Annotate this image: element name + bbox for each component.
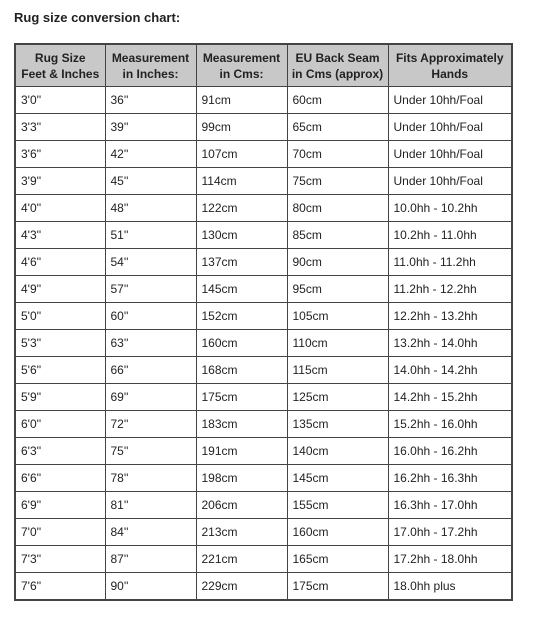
header-line: Fits Approximately bbox=[395, 50, 504, 65]
cell-inches: 84'' bbox=[105, 519, 196, 546]
cell-cms: 130cm bbox=[196, 222, 287, 249]
cell-eu-back-seam: 70cm bbox=[287, 141, 388, 168]
cell-cms: 206cm bbox=[196, 492, 287, 519]
cell-eu-back-seam: 110cm bbox=[287, 330, 388, 357]
cell-cms: 137cm bbox=[196, 249, 287, 276]
header-line: Rug Size bbox=[34, 50, 86, 65]
cell-eu-back-seam: 60cm bbox=[287, 87, 388, 114]
cell-inches: 72'' bbox=[105, 411, 196, 438]
cell-inches: 75'' bbox=[105, 438, 196, 465]
cell-inches: 81'' bbox=[105, 492, 196, 519]
cell-inches: 39'' bbox=[105, 114, 196, 141]
cell-hands: 11.0hh - 11.2hh bbox=[388, 249, 512, 276]
cell-rug-size: 4'6'' bbox=[15, 249, 105, 276]
cell-rug-size: 5'9'' bbox=[15, 384, 105, 411]
cell-rug-size: 7'3'' bbox=[15, 546, 105, 573]
cell-inches: 54'' bbox=[105, 249, 196, 276]
header-fits-hands bbox=[388, 44, 512, 87]
cell-eu-back-seam: 135cm bbox=[287, 411, 388, 438]
cell-cms: 229cm bbox=[196, 573, 287, 601]
table-row bbox=[15, 573, 512, 601]
cell-inches: 90'' bbox=[105, 573, 196, 601]
header-rug-size bbox=[15, 44, 105, 87]
cell-hands: 14.0hh - 14.2hh bbox=[388, 357, 512, 384]
cell-eu-back-seam: 155cm bbox=[287, 492, 388, 519]
page-title: Rug size conversion chart: bbox=[14, 10, 181, 25]
cell-rug-size: 5'6'' bbox=[15, 357, 105, 384]
cell-cms: 91cm bbox=[196, 87, 287, 114]
rug-size-table-container bbox=[14, 43, 513, 601]
cell-eu-back-seam: 165cm bbox=[287, 546, 388, 573]
cell-cms: 191cm bbox=[196, 438, 287, 465]
cell-cms: 160cm bbox=[196, 330, 287, 357]
table-row bbox=[15, 411, 512, 438]
cell-rug-size: 4'9'' bbox=[15, 276, 105, 303]
cell-inches: 87'' bbox=[105, 546, 196, 573]
cell-eu-back-seam: 85cm bbox=[287, 222, 388, 249]
cell-cms: 183cm bbox=[196, 411, 287, 438]
cell-eu-back-seam: 115cm bbox=[287, 357, 388, 384]
cell-inches: 48'' bbox=[105, 195, 196, 222]
cell-rug-size: 3'9'' bbox=[15, 168, 105, 195]
cell-cms: 122cm bbox=[196, 195, 287, 222]
cell-inches: 42'' bbox=[105, 141, 196, 168]
table-row bbox=[15, 276, 512, 303]
table-row bbox=[15, 330, 512, 357]
table-row bbox=[15, 519, 512, 546]
cell-eu-back-seam: 90cm bbox=[287, 249, 388, 276]
table-row bbox=[15, 114, 512, 141]
cell-inches: 51'' bbox=[105, 222, 196, 249]
table-row bbox=[15, 141, 512, 168]
cell-hands: Under 10hh/Foal bbox=[388, 114, 512, 141]
cell-hands: Under 10hh/Foal bbox=[388, 168, 512, 195]
table-header-row bbox=[15, 44, 512, 87]
cell-inches: 60'' bbox=[105, 303, 196, 330]
cell-eu-back-seam: 145cm bbox=[287, 465, 388, 492]
cell-rug-size: 7'6'' bbox=[15, 573, 105, 601]
cell-hands: 11.2hh - 12.2hh bbox=[388, 276, 512, 303]
cell-rug-size: 6'6'' bbox=[15, 465, 105, 492]
cell-eu-back-seam: 175cm bbox=[287, 573, 388, 601]
cell-hands: 16.0hh - 16.2hh bbox=[388, 438, 512, 465]
cell-hands: 15.2hh - 16.0hh bbox=[388, 411, 512, 438]
cell-rug-size: 3'0'' bbox=[15, 87, 105, 114]
cell-eu-back-seam: 65cm bbox=[287, 114, 388, 141]
header-measurement-inches bbox=[105, 44, 196, 87]
cell-rug-size: 6'0'' bbox=[15, 411, 105, 438]
table-row bbox=[15, 492, 512, 519]
cell-hands: 17.0hh - 17.2hh bbox=[388, 519, 512, 546]
cell-inches: 69'' bbox=[105, 384, 196, 411]
table-row bbox=[15, 384, 512, 411]
cell-rug-size: 5'0'' bbox=[15, 303, 105, 330]
cell-hands: 16.2hh - 16.3hh bbox=[388, 465, 512, 492]
cell-inches: 57'' bbox=[105, 276, 196, 303]
cell-hands: 18.0hh plus bbox=[388, 573, 512, 601]
header-line: in Inches: bbox=[122, 66, 179, 81]
cell-eu-back-seam: 125cm bbox=[287, 384, 388, 411]
cell-eu-back-seam: 160cm bbox=[287, 519, 388, 546]
cell-hands: 13.2hh - 14.0hh bbox=[388, 330, 512, 357]
cell-cms: 114cm bbox=[196, 168, 287, 195]
cell-hands: 10.2hh - 11.0hh bbox=[388, 222, 512, 249]
header-eu-back-seam bbox=[287, 44, 388, 87]
table-row bbox=[15, 465, 512, 492]
cell-cms: 168cm bbox=[196, 357, 287, 384]
cell-rug-size: 7'0'' bbox=[15, 519, 105, 546]
cell-hands: Under 10hh/Foal bbox=[388, 87, 512, 114]
header-line: in Cms (approx) bbox=[291, 66, 384, 81]
cell-rug-size: 6'3'' bbox=[15, 438, 105, 465]
cell-hands: 17.2hh - 18.0hh bbox=[388, 546, 512, 573]
cell-rug-size: 4'0'' bbox=[15, 195, 105, 222]
header-line: Measurement bbox=[202, 50, 281, 65]
table-row bbox=[15, 87, 512, 114]
cell-inches: 45'' bbox=[105, 168, 196, 195]
cell-rug-size: 3'3'' bbox=[15, 114, 105, 141]
cell-rug-size: 4'3'' bbox=[15, 222, 105, 249]
cell-cms: 221cm bbox=[196, 546, 287, 573]
cell-eu-back-seam: 75cm bbox=[287, 168, 388, 195]
cell-cms: 198cm bbox=[196, 465, 287, 492]
header-line: EU Back Seam bbox=[295, 50, 380, 65]
cell-cms: 152cm bbox=[196, 303, 287, 330]
cell-hands: 12.2hh - 13.2hh bbox=[388, 303, 512, 330]
cell-cms: 107cm bbox=[196, 141, 287, 168]
cell-cms: 175cm bbox=[196, 384, 287, 411]
table-row bbox=[15, 357, 512, 384]
cell-cms: 99cm bbox=[196, 114, 287, 141]
table-body bbox=[15, 87, 512, 601]
rug-size-table bbox=[14, 43, 513, 601]
table-row bbox=[15, 438, 512, 465]
cell-hands: 10.0hh - 10.2hh bbox=[388, 195, 512, 222]
cell-eu-back-seam: 95cm bbox=[287, 276, 388, 303]
cell-inches: 36'' bbox=[105, 87, 196, 114]
header-line: Feet & Inches bbox=[21, 66, 100, 81]
table-row bbox=[15, 195, 512, 222]
cell-rug-size: 6'9'' bbox=[15, 492, 105, 519]
cell-eu-back-seam: 140cm bbox=[287, 438, 388, 465]
header-line: Hands bbox=[431, 66, 469, 81]
cell-hands: 16.3hh - 17.0hh bbox=[388, 492, 512, 519]
cell-eu-back-seam: 80cm bbox=[287, 195, 388, 222]
cell-hands: Under 10hh/Foal bbox=[388, 141, 512, 168]
header-line: Measurement bbox=[111, 50, 190, 65]
header-line: in Cms: bbox=[219, 66, 264, 81]
cell-hands: 14.2hh - 15.2hh bbox=[388, 384, 512, 411]
table-row bbox=[15, 303, 512, 330]
cell-cms: 145cm bbox=[196, 276, 287, 303]
cell-rug-size: 5'3'' bbox=[15, 330, 105, 357]
table-row bbox=[15, 168, 512, 195]
cell-inches: 78'' bbox=[105, 465, 196, 492]
cell-cms: 213cm bbox=[196, 519, 287, 546]
cell-rug-size: 3'6'' bbox=[15, 141, 105, 168]
cell-inches: 66'' bbox=[105, 357, 196, 384]
cell-inches: 63'' bbox=[105, 330, 196, 357]
cell-eu-back-seam: 105cm bbox=[287, 303, 388, 330]
table-row bbox=[15, 249, 512, 276]
header-measurement-cms bbox=[196, 44, 287, 87]
table-row bbox=[15, 546, 512, 573]
table-row bbox=[15, 222, 512, 249]
